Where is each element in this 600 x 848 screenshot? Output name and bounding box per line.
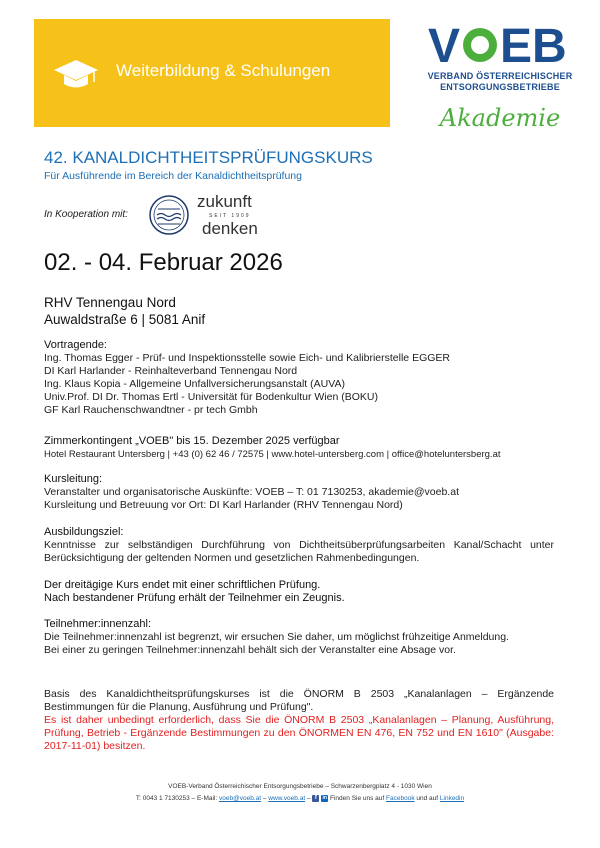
room-section (44, 435, 501, 461)
banner-title: Weiterbildung & Schulungen (116, 61, 331, 80)
partner-logo-denken: denken (202, 219, 258, 238)
course-lead-heading: Kursleitung: (44, 473, 103, 485)
speaker-item: Ing. Klaus Kopia - Allgemeine Unfallversicherungsanstalt (AUVA) (44, 378, 345, 390)
participants-line: Bei einer zu geringen Teilnehmer:innenzahl behält sich der Veranstalter eine Absage vor. (44, 644, 456, 656)
course-title: 42. KANALDICHTHEITSPRÜFUNGSKURS (44, 148, 373, 167)
venue-address: Auwaldstraße 6 | 5081 Anif (44, 312, 206, 327)
course-subtitle: Für Ausführende im Bereich der Kanaldichtheitsprüfung (44, 170, 302, 182)
voeb-subtitle: VERBAND ÖSTERREICHISCHER ENTSORGUNGSBETRIEBE (427, 71, 573, 92)
venue-name: RHV Tennengau Nord (44, 295, 176, 310)
room-details: Hotel Restaurant Untersberg | +43 (0) 62 46 / 72575 | www.hotel-untersberg.com | office@hoteluntersberg.at (44, 449, 501, 460)
basis-required-text: Es ist daher unbedingt erforderlich, dass Sie die ÖNORM B 2503 „Kanalanlagen – Planung, Ausführung, Prüfung, Betrieb - Ergänzende Bestimmungen zu den ÖNORMEN EN 476, EN 752 und EN 1610" (Ausgabe: 2017-11-01) besitzen. (44, 714, 554, 752)
akademie-logo-text: Akademie (439, 104, 561, 132)
speaker-item: GF Karl Rauchenschwandtner - pr tech Gmbh (44, 404, 258, 416)
speaker-item: DI Karl Harlander - Reinhalteverband Tennengau Nord (44, 365, 298, 377)
partner-logo-zukunft: zukunft (197, 192, 252, 211)
footer-linkedin-link[interactable]: Linkedin (439, 795, 465, 803)
cooperation-label: In Kooperation mit: (44, 209, 128, 220)
footer-email-link[interactable]: voeb@voeb.at (219, 795, 262, 803)
speakers-section (44, 339, 450, 417)
voeb-logo (428, 18, 574, 68)
svg-text:V: V (428, 20, 461, 68)
speakers-heading: Vortragende: (44, 339, 107, 351)
goal-text: Kenntnisse zur selbständigen Durchführung von Dichtheitsüberprüfungsarbeiten Kanal/Schacht unter Berücksichtigung der geltenden Normen und gesetzlichen Rahmenbedingungen. (44, 539, 554, 564)
partner-logo-seit: SEIT 1909 (209, 213, 251, 219)
speaker-item: Ing. Thomas Egger - Prüf- und Inspektionsstelle sowie Eich- und Kalibrierstelle EGGER (44, 352, 450, 364)
footer-web-link[interactable]: www.voeb.at (268, 795, 306, 803)
goal-section (44, 526, 554, 565)
basis-text: Basis des Kanaldichtheitsprüfungskurses ist die ÖNORM B 2503 „Kanalanlagen – Ergänzende Bestimmungen für die Planung, Ausführung und Prüfung". (44, 688, 554, 713)
graduation-cap-icon (52, 58, 100, 92)
participants-section (44, 618, 509, 657)
exam-line: Der dreitägige Kurs endet mit einer schriftlichen Prüfung. (44, 579, 321, 591)
course-lead-line: Veranstalter und organisatorische Auskünfte: VOEB – T: 01 7130253, akademie@voeb.at (44, 486, 459, 498)
owav-logo-icon (148, 194, 190, 236)
course-lead-line: Kursleitung und Betreuung vor Ort: DI Karl Harlander (RHV Tennengau Nord) (44, 499, 403, 511)
footer-contact: T: 0043 1 7130253 – E-Mail: voeb@voeb.at – www.voeb.at – f in Finden Sie uns auf Facebook und auf Linkedin (135, 795, 465, 803)
footer-address: VOEB-Verband Österreichischer Entsorgungsbetriebe – Schwarzenbergplatz 4 - 1030 Wien (168, 783, 432, 790)
linkedin-icon[interactable]: in (322, 795, 327, 801)
exam-line: Nach bestandener Prüfung erhält der Teilnehmer ein Zeugnis. (44, 592, 345, 604)
footer-facebook-link[interactable]: Facebook (386, 795, 415, 803)
svg-text:EB: EB (500, 20, 567, 68)
goal-heading: Ausbildungsziel: (44, 526, 124, 538)
participants-heading: Teilnehmer:innenzahl: (44, 618, 152, 630)
course-lead-section (44, 473, 459, 512)
room-heading: Zimmerkontingent „VOEB" bis 15. Dezember 2025 verfügbar (44, 435, 340, 447)
venue (44, 294, 205, 328)
facebook-icon[interactable]: f (312, 795, 319, 802)
basis-section (44, 688, 554, 753)
participants-line: Die Teilnehmer:innenzahl ist begrenzt, wir ersuchen Sie daher, um möglichst frühzeitige Anmeldung. (44, 631, 509, 643)
speaker-item: Univ.Prof. DI Dr. Thomas Ertl - Universität für Bodenkultur Wien (BOKU) (44, 391, 378, 403)
exam-section (44, 579, 345, 605)
course-date: 02. - 04. Februar 2026 (44, 249, 283, 276)
